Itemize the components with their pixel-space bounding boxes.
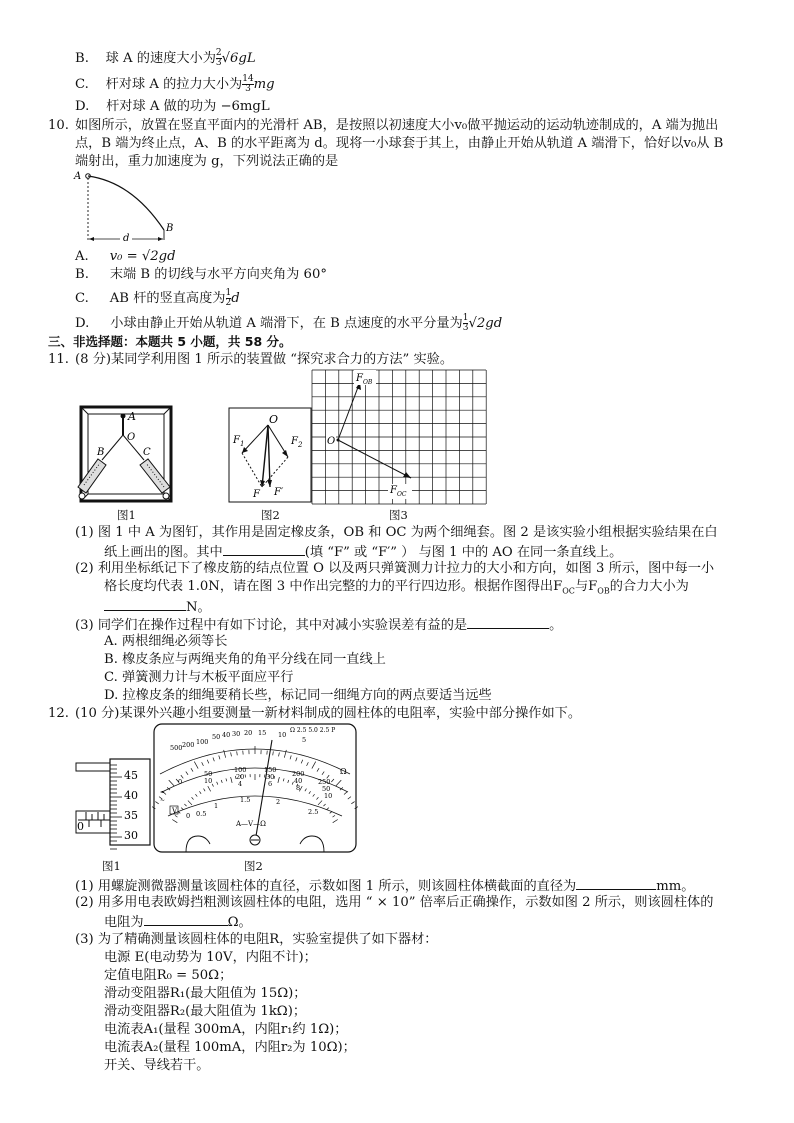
svg-text:2.5: 2.5 bbox=[308, 808, 319, 816]
q11-part3-answer-blank[interactable] bbox=[467, 615, 549, 629]
q12-number: 12. bbox=[48, 706, 69, 721]
q10-option-c: C. AB 杆的竖直高度为 $\frac{1}{2}$ d bbox=[75, 288, 240, 308]
svg-text:FOC: $F_{OC}$ bbox=[390, 485, 407, 498]
svg-text:2: 2 bbox=[276, 798, 281, 806]
q11-part1-line1: (1) 图 1 中 A 为图钉，其作用是固定橡皮条，OB 和 OC 为两个细绳套。图 2 是该实验小组根据实验结果在白 bbox=[75, 525, 718, 540]
svg-text:~: ~ bbox=[160, 797, 166, 804]
q10-stem-line1: 如图所示，放置在竖直平面内的光滑杆 AB，是按照以初速度大小v₀做平抛运动的运动轨迹制成的，A 端为抛出 bbox=[75, 118, 719, 133]
q12-item-r1: 滑动变阻器R₁(最大阻值为 15Ω)； bbox=[104, 986, 307, 1001]
svg-text:0: 0 bbox=[178, 778, 183, 786]
svg-text:30: 30 bbox=[232, 730, 241, 738]
svg-text:F: F bbox=[253, 489, 260, 500]
svg-text:O: O bbox=[269, 413, 279, 426]
svg-text:200: 200 bbox=[182, 741, 195, 749]
q12-part1: (1) 用螺旋测微器测量该圆柱体的直径，示数如图 1 所示，则该圆柱体横截面的直径为 mm。 bbox=[75, 876, 694, 895]
q9-option-b: B. 球 A 的速度大小为 $\frac{2}{3}$ √6gL bbox=[75, 48, 256, 68]
svg-text:250: 250 bbox=[318, 778, 331, 786]
svg-text:50: 50 bbox=[322, 785, 331, 793]
q11-fig3-caption: 图3 bbox=[389, 508, 408, 522]
q10-trajectory-figure bbox=[72, 168, 182, 248]
svg-text:FOB: $F_{OB}$ bbox=[356, 373, 373, 386]
svg-text:O: O bbox=[327, 436, 336, 447]
q10-option-b: B. 末端 B 的切线与水平方向夹角为 60° bbox=[75, 267, 327, 282]
q12-fig2-caption: 图2 bbox=[244, 859, 263, 873]
svg-text:100: 100 bbox=[196, 738, 209, 746]
svg-text:100: 100 bbox=[234, 766, 247, 774]
q12-item-r0: 定值电阻R₀ = 50Ω； bbox=[104, 968, 233, 983]
svg-text:20: 20 bbox=[236, 773, 245, 781]
q11-part2-line1: (2) 利用坐标纸记下了橡皮筋的结点位置 O 以及两只弹簧测力计拉力的大小和方向，如图 3 所示，图中每一小 bbox=[75, 561, 715, 576]
svg-text:15: 15 bbox=[258, 729, 267, 737]
q9-option-c: C. 杆对球 A 的拉力大小为 $\frac{14}{3}$ mg bbox=[75, 74, 275, 94]
svg-text:A: A bbox=[128, 410, 136, 423]
svg-text:10: 10 bbox=[278, 731, 287, 739]
svg-text:B: B bbox=[97, 447, 105, 458]
svg-text:45: 45 bbox=[124, 769, 138, 782]
svg-text:F1: $F_1$ bbox=[233, 435, 245, 448]
svg-text:40: 40 bbox=[124, 789, 138, 802]
rod-ab-curve bbox=[88, 176, 164, 230]
svg-text:10: 10 bbox=[324, 792, 333, 800]
svg-text:0.5: 0.5 bbox=[196, 810, 207, 818]
q12-part3: (3) 为了精确测量该圆柱体的电阻R，实验室提供了如下器材： bbox=[75, 932, 438, 947]
q12-item-a1: 电流表A₁(量程 300mA，内阻r₁约 1Ω)； bbox=[104, 1022, 348, 1037]
q11-option-a: A. 两根细绳必须等长 bbox=[104, 634, 228, 649]
section-heading: 三、非选择题：本题共 5 小题，共 58 分。 bbox=[48, 334, 292, 349]
q10-option-a: A. v₀ = √2gd bbox=[75, 249, 176, 264]
svg-text:F′: F′ bbox=[274, 487, 284, 498]
q10-stem-line2: 点，B 端为终止点，A、B 的水平距离为 d。现将一小球套于其上，由静止开始从轨道 A 端滑下，恰好以v₀从 B bbox=[75, 136, 724, 151]
q10-stem-line3: 端射出，重力加速度为 g，下列说法正确的是 bbox=[75, 154, 339, 169]
q11-part1-answer-blank[interactable] bbox=[223, 542, 305, 556]
distance-d-label: d bbox=[123, 233, 130, 244]
svg-text:50: 50 bbox=[204, 770, 213, 778]
svg-text:35: 35 bbox=[124, 809, 138, 822]
point-a-label: A bbox=[74, 171, 82, 182]
q9-option-d: D. 杆对球 A 做的功为 −6mgL bbox=[75, 99, 270, 114]
q12-fig1-micrometer bbox=[74, 757, 154, 853]
q11-stem: (8 分)某同学利用图 1 所示的装置做 “探究求合力的方法” 实验。 bbox=[75, 352, 454, 367]
q12-item-r2: 滑动变阻器R₂(最大阻值为 1kΩ)； bbox=[104, 1004, 307, 1019]
q11-fig1-apparatus bbox=[76, 405, 176, 505]
svg-text:6: 6 bbox=[268, 780, 273, 788]
q11-fig2-caption: 图2 bbox=[261, 508, 280, 522]
svg-text:O: O bbox=[127, 432, 136, 443]
svg-text:10: 10 bbox=[204, 777, 213, 785]
q12-item-a2: 电流表A₂(量程 100mA，内阻r₂为 10Ω)； bbox=[104, 1040, 356, 1055]
q11-option-c: C. 弹簧测力计与木板平面应平行 bbox=[104, 670, 294, 685]
point-b-label: B bbox=[166, 223, 174, 234]
q12-part1-answer-blank[interactable] bbox=[576, 876, 656, 890]
q11-part3: (3) 同学们在操作过程中有如下讨论，其中对减小实验误差有益的是 。 bbox=[75, 615, 562, 634]
q11-fig3-grid bbox=[310, 368, 492, 508]
svg-text:1: 1 bbox=[214, 802, 219, 810]
q10-number: 10. bbox=[48, 118, 69, 133]
svg-text:5: 5 bbox=[302, 736, 307, 744]
svg-text:4: 4 bbox=[238, 780, 243, 788]
q11-fig1-caption: 图1 bbox=[117, 508, 136, 522]
svg-text:40: 40 bbox=[222, 731, 231, 739]
q10-option-d: D. 小球由静止开始从轨道 A 端滑下，在 B 点速度的水平分量为 $\frac{1}{3}$ √2gd bbox=[75, 313, 503, 333]
q12-fig1-caption: 图1 bbox=[102, 859, 121, 873]
q11-option-b: B. 橡皮条应与两绳夹角的角平分线在同一直线上 bbox=[104, 652, 386, 667]
svg-text:500: 500 bbox=[170, 744, 183, 752]
svg-text:30: 30 bbox=[124, 829, 138, 842]
svg-text:Ω 2.5 5.0 2.5 P: Ω 2.5 5.0 2.5 P bbox=[290, 727, 336, 734]
q11-part2-line3: N。 bbox=[104, 597, 211, 616]
q12-part2-answer-blank[interactable] bbox=[144, 912, 228, 926]
q11-option-d: D. 拉橡皮条的细绳要稍长些，标记同一细绳方向的两点要适当远些 bbox=[104, 688, 492, 703]
svg-text:20: 20 bbox=[244, 729, 253, 737]
svg-text:V: V bbox=[172, 807, 178, 815]
q11-fig2-force-diagram bbox=[228, 407, 312, 503]
svg-text:Ω: Ω bbox=[340, 767, 347, 776]
q12-part2-line1: (2) 用多用电表欧姆挡粗测该圆柱体的电阻，选用 “ × 10” 倍率后正确操作，示数如图 2 所示，则该圆柱体的 bbox=[75, 895, 714, 910]
q11-part2-line2: 格长度均代表 1.0N，请在图 3 中作出完整的力的平行四边形。根据作图得出$F_{OC}$与$F_{OB}$的合力大小为 bbox=[104, 579, 689, 596]
svg-text:C: C bbox=[143, 447, 151, 458]
svg-text:0: 0 bbox=[186, 812, 191, 820]
q12-stem: (10 分)某课外兴趣小组要测量一新材料制成的圆柱体的电阻率，实验中部分操作如下。 bbox=[75, 706, 582, 721]
svg-text:A—V—Ω: A—V—Ω bbox=[236, 820, 266, 828]
q11-number: 11. bbox=[48, 352, 69, 367]
svg-text:30: 30 bbox=[266, 773, 275, 781]
q11-part1-line2: 纸上画出的图。其中 (填 “F” 或 “F′” ） 与图 1 中的 AO 在同一条直线上。 bbox=[104, 542, 622, 561]
q12-item-switch: 开关、导线若干。 bbox=[104, 1058, 210, 1073]
svg-text:150: 150 bbox=[264, 766, 277, 774]
svg-text:200: 200 bbox=[292, 770, 305, 778]
q12-item-source: 电源 E(电动势为 10V，内阻不计)； bbox=[104, 950, 317, 965]
svg-text:0: 0 bbox=[77, 820, 84, 833]
q12-fig2-multimeter bbox=[152, 722, 358, 854]
svg-text:8: 8 bbox=[296, 784, 301, 792]
q11-part2-answer-blank[interactable] bbox=[104, 597, 186, 611]
svg-text:50: 50 bbox=[212, 733, 221, 741]
svg-text:40: 40 bbox=[294, 777, 303, 785]
q12-part2-line2: 电阻为 Ω。 bbox=[104, 912, 252, 931]
svg-text:=: = bbox=[160, 789, 166, 796]
svg-text:1.5: 1.5 bbox=[240, 796, 251, 804]
svg-text:F2: $F_2$ bbox=[291, 436, 303, 449]
